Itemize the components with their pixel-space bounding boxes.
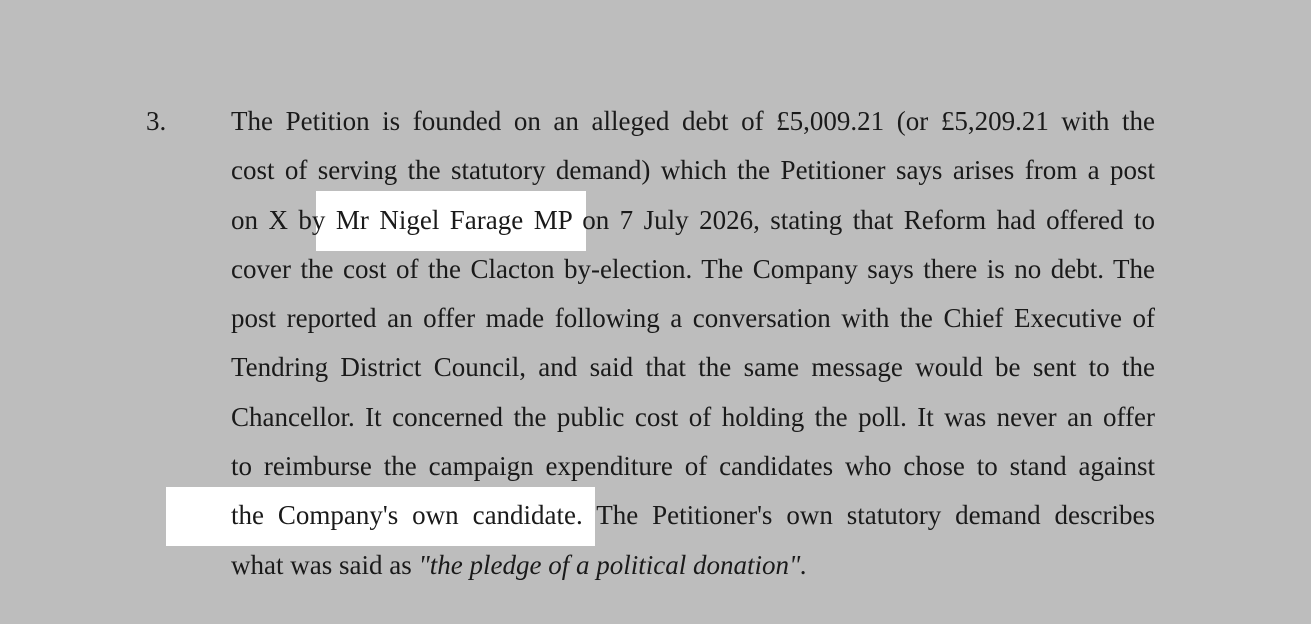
paragraph-line: cover the cost of the Clacton by-election. The Company says there is no debt. The [231,253,1155,284]
paragraph-body [231,104,1155,597]
paragraph-line: on X by Mr Nigel Farage MP on 7 July 2026, stating that Reform had offered to [231,204,1155,235]
last-line-prefix: what was said as [231,549,419,580]
paragraph-line: The Petition is founded on an alleged debt of £5,009.21 (or £5,209.21 with the [231,106,1155,136]
paragraph-line: post reported an offer made following a conversation with the Chief Executive of [231,303,1155,334]
paragraph-line: Chancellor. It concerned the public cost of holding the poll. It was never an offer [231,401,1155,432]
paragraph-line: to reimburse the campaign expenditure of candidates who chose to stand against [231,451,1155,482]
paragraph-line: the Company's own candidate. The Petitioner's own statutory demand describes [231,500,1155,531]
quoted-phrase: "the pledge of a political donation". [418,549,808,580]
paragraph-last-line [231,548,1155,597]
paragraph-line: cost of serving the statutory demand) which the Petitioner says arises from a post [231,155,1155,186]
paragraph-number: 3. [146,106,167,136]
paragraph-line: Tendring District Council, and said that the same message would be sent to the [231,352,1155,383]
